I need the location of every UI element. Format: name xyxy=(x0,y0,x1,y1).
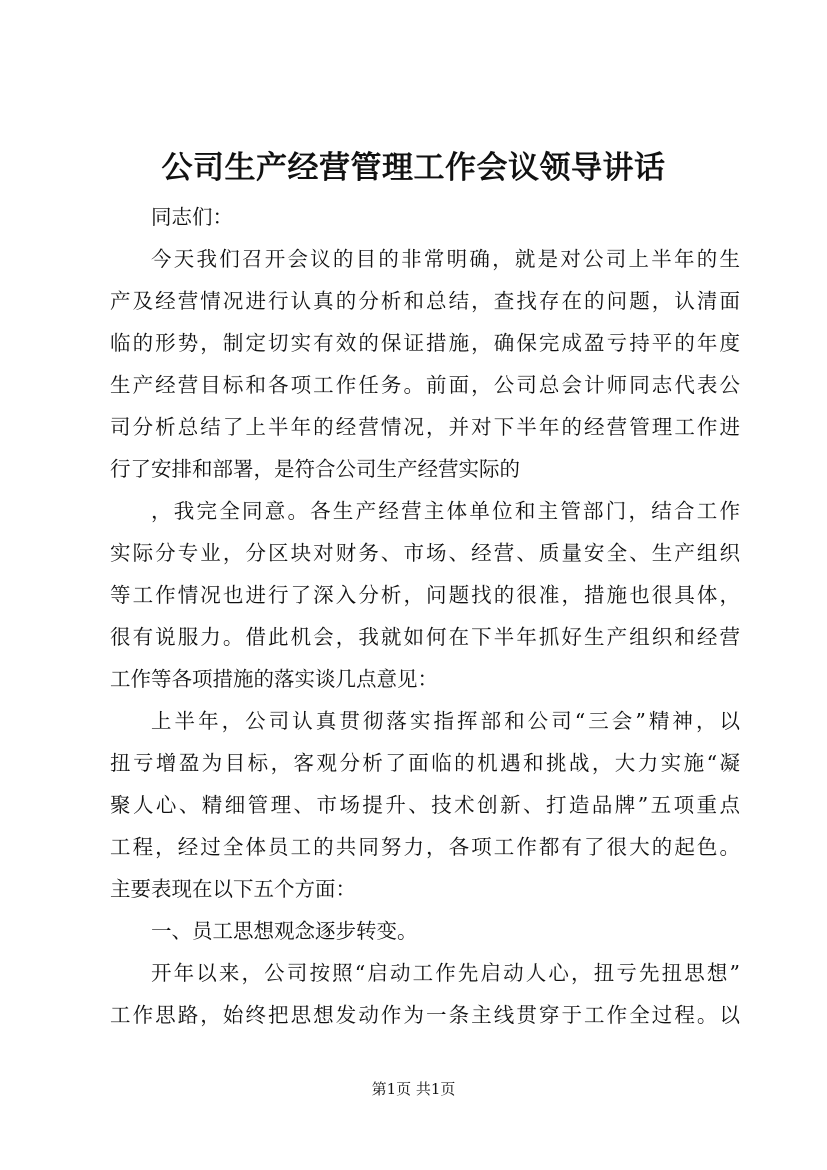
body-line: 主要表现在以下五个方面： xyxy=(110,877,356,901)
body-line: 实际分专业，分区块对财务、市场、经营、质量安全、生产组织 xyxy=(110,541,740,565)
body-line: 开年以来，公司按照“启动工作先启动人心，扭亏先扭思想” xyxy=(151,961,740,985)
document-title: 公司生产经营管理工作会议领导讲话 xyxy=(161,150,666,186)
page-footer: 第1页 共1页 xyxy=(371,1080,456,1098)
body-line: 产及经营情况进行认真的分析和总结，查找存在的问题，认清面 xyxy=(110,289,740,313)
body-line: 扭亏增盈为目标，客观分析了面临的机遇和挑战，大力实施“凝 xyxy=(110,751,740,775)
section-heading: 一、员工思想观念逐步转变。 xyxy=(151,919,418,943)
body-line: 聚人心、精细管理、市场提升、技术创新、打造品牌”五项重点 xyxy=(110,793,740,817)
document-body xyxy=(110,196,740,1036)
body-line: 很有说服力。借此机会，我就如何在下半年抓好生产组织和经营 xyxy=(110,625,740,649)
body-line: 生产经营目标和各项工作任务。前面，公司总会计师同志代表公 xyxy=(110,373,740,397)
body-line: 临的形势，制定切实有效的保证措施，确保完成盈亏持平的年度 xyxy=(110,331,740,355)
body-line: 工程，经过全体员工的共同努力，各项工作都有了很大的起色。 xyxy=(110,835,740,859)
salutation-line: 同志们： xyxy=(151,205,233,229)
body-line: 今天我们召开会议的目的非常明确，就是对公司上半年的生 xyxy=(151,247,740,271)
body-line: 工作思路，始终把思想发动作为一条主线贯穿于工作全过程。以 xyxy=(110,1003,740,1027)
body-line: ，我完全同意。各生产经营主体单位和主管部门，结合工作 xyxy=(151,499,740,523)
body-line: 上半年，公司认真贯彻落实指挥部和公司“三会”精神，以 xyxy=(151,709,740,733)
body-line: 司分析总结了上半年的经营情况，并对下半年的经营管理工作进 xyxy=(110,415,740,439)
body-line: 工作等各项措施的落实谈几点意见： xyxy=(110,667,438,691)
body-line: 等工作情况也进行了深入分析，问题找的很准，措施也很具体， xyxy=(110,583,740,607)
body-line: 行了安排和部署，是符合公司生产经营实际的 xyxy=(110,457,520,481)
